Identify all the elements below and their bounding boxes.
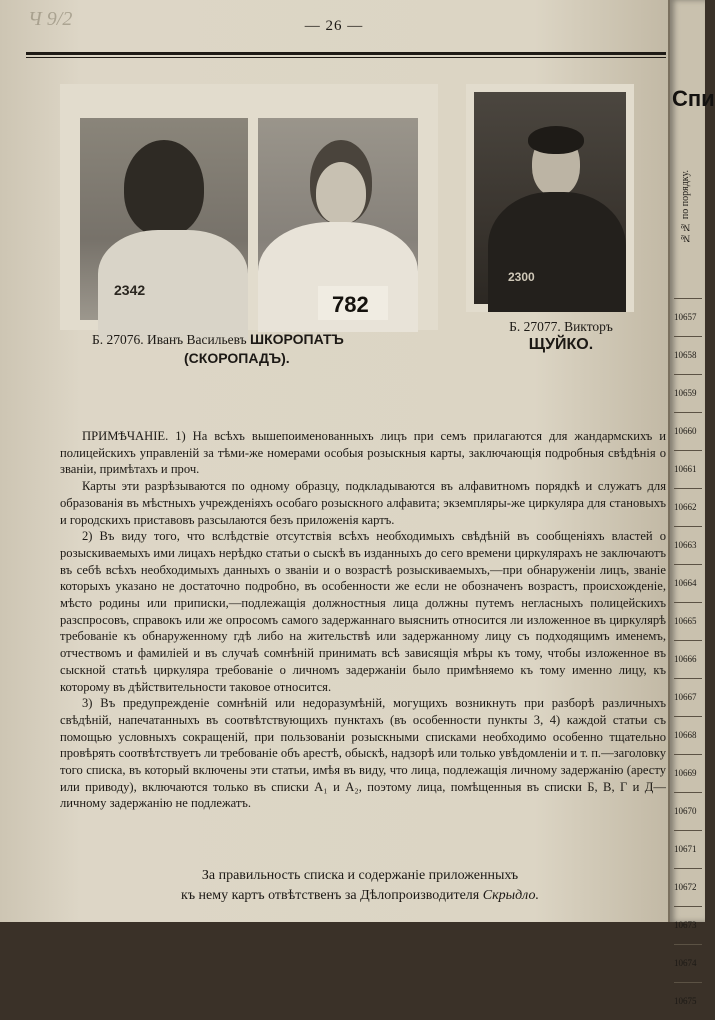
handwritten-mark: Ч 9/2 (28, 8, 73, 30)
adjacent-column-head: №№ по порядку. (680, 170, 691, 244)
caption-left-prefix: Б. 27076. Иванъ Васильевъ (92, 332, 251, 347)
adjacent-page-title: Спи (672, 86, 715, 111)
footer-attestation (135, 866, 585, 906)
adjacent-row-number: 10672 (674, 868, 702, 906)
adjacent-row-number: 10665 (674, 602, 702, 640)
caption-right-prefix: Б. 27077. Викторъ (509, 319, 613, 334)
adjacent-row-number: 10659 (674, 374, 702, 412)
photo-front (258, 118, 418, 320)
photo-number-front: 782 (332, 292, 369, 317)
profile-head-shape (124, 140, 204, 236)
adjacent-number-column (674, 298, 702, 1020)
adjacent-row-number: 10662 (674, 488, 702, 526)
photo-right (474, 92, 626, 304)
adjacent-row-number: 10663 (674, 526, 702, 564)
adjacent-row-number: 10670 (674, 792, 702, 830)
note-paragraph-1 (60, 428, 666, 478)
photo-number-left: 2342 (114, 282, 146, 298)
adjacent-row-number: 10667 (674, 678, 702, 716)
footer-line-2-text: къ нему картъ отвѣтственъ за Дѣлопроизводителя (181, 888, 483, 903)
note-paragraph-4: 3) Въ предупрежденіе сомнѣній или недоразумѣній, могущихъ возникнуть при разборѣ различныхъ свѣдѣній, напечатанныхъ въ соотвѣтствующихъ пунктахъ (въ особенности пункты 3, 4) каждой статьи съ помощью условныхъ сокращеній, при пользованіи розыскными списками необходимо особенно тщательно провѣрять соотвѣтствуетъ ли требованіе объ арестѣ, обыскѣ, надзорѣ или только увѣдомленіи и т. п.—заголовку того списка, въ который включены эти статьи, имѣя въ виду, что лица, подлежащія личному задержанію (аресту или приводу), включаются только въ списки А₁ и А₂, поэтому лица, помѣщенныя въ списки Б, В, Г и Д—личному задержанію не подлежатъ. (60, 696, 666, 811)
caption-right-surname: ЩУЙКО. (528, 336, 594, 353)
adjacent-row-number: 10673 (674, 906, 702, 944)
photo-number-right: 2300 (508, 270, 535, 284)
caption-left (92, 330, 438, 368)
note-paragraph-1-text: 1) На всѣхъ вышепоименованныхъ лицъ при семъ прилагаются для жандармскихъ и полицейскихъ управленій за тѣми-же номерами особыя розыскныя карты, заключающія подробныя свѣдѣнія о званіи, примѣтахъ и проч. (60, 429, 666, 477)
adjacent-row-number: 10669 (674, 754, 702, 792)
note-body (60, 428, 666, 812)
adjacent-row-number: 10674 (674, 944, 702, 982)
adjacent-row-number: 10657 (674, 298, 702, 336)
footer-line-2 (135, 886, 585, 906)
right-hair-shape (528, 126, 584, 154)
header-rule (26, 52, 666, 55)
note-paragraph-2: Карты эти разрѣзываются по одному образцу, подкладываются въ алфавитномъ порядкѣ и служатъ для образованія въ мѣстныхъ учрежденіяхъ особаго розыскного алфавита; экземпляры-же циркуляра для становыхъ и городскихъ приставовъ разсылаются безъ приложенія картъ. (60, 479, 666, 527)
adjacent-row-number: 10658 (674, 336, 702, 374)
note-paragraph-3: 2) Въ виду того, что вслѣдствіе отсутствія всѣхъ необходимыхъ свѣдѣній въ сообщеніяхъ властей о розыскиваемыхъ ими лицахъ нерѣдко статьи о сыскѣ въ изданныхъ до сего времени циркулярахъ не заключаютъ въ себѣ всѣхъ необходимыхъ данныхъ о званіи и о возрастѣ розыскиваемыхъ,—при обнаруженіи лицъ, званіе которыхъ указано не достаточно подробно, въ особенности же если не обозначенъ возрастъ, происхожденіе, мѣсто родины или приписки,—подлежащія должностныя лица должны путемъ негласныхъ полицейскихъ разспросовъ, справокъ или же опросомъ самого задержаннаго выяснить относится ли изложенное въ циркулярѣ требованіе къ обнаруженному гдѣ либо на жительствѣ или задержанному лицу съ подходящимъ именемъ, отчествомъ и фамиліей и въ случаѣ сомнѣній принимать всѣ зависящія мѣры къ тому, чтобы изложенное въ сыскной статьѣ циркуляра требованіе о личномъ задержаніи было примѣняемо къ тому именно лицу, къ которому въ дѣйствительности таковое относится. (60, 529, 666, 694)
adjacent-row-number: 10675 (674, 982, 702, 1020)
footer-line-1: За правильность списка и содержаніе приложенныхъ (201, 868, 519, 883)
header-rule-thin (26, 57, 666, 58)
caption-right (486, 318, 636, 354)
caption-left-surname: ШКОРОПАТЪ (250, 331, 344, 347)
page-number: — 26 — (304, 18, 364, 34)
signature: Скрыдло. (482, 888, 539, 903)
right-coat-shape (488, 192, 626, 312)
adjacent-row-number: 10671 (674, 830, 702, 868)
adjacent-row-number: 10666 (674, 640, 702, 678)
front-face-shape (316, 162, 366, 224)
adjacent-row-number: 10664 (674, 564, 702, 602)
photo-profile (80, 118, 248, 320)
adjacent-row-number: 10660 (674, 412, 702, 450)
note-label: ПРИМѢЧАНІЕ. (82, 429, 169, 443)
caption-left-alias: (СКОРОПАДЪ). (184, 350, 290, 366)
adjacent-row-number: 10661 (674, 450, 702, 488)
adjacent-row-number: 10668 (674, 716, 702, 754)
